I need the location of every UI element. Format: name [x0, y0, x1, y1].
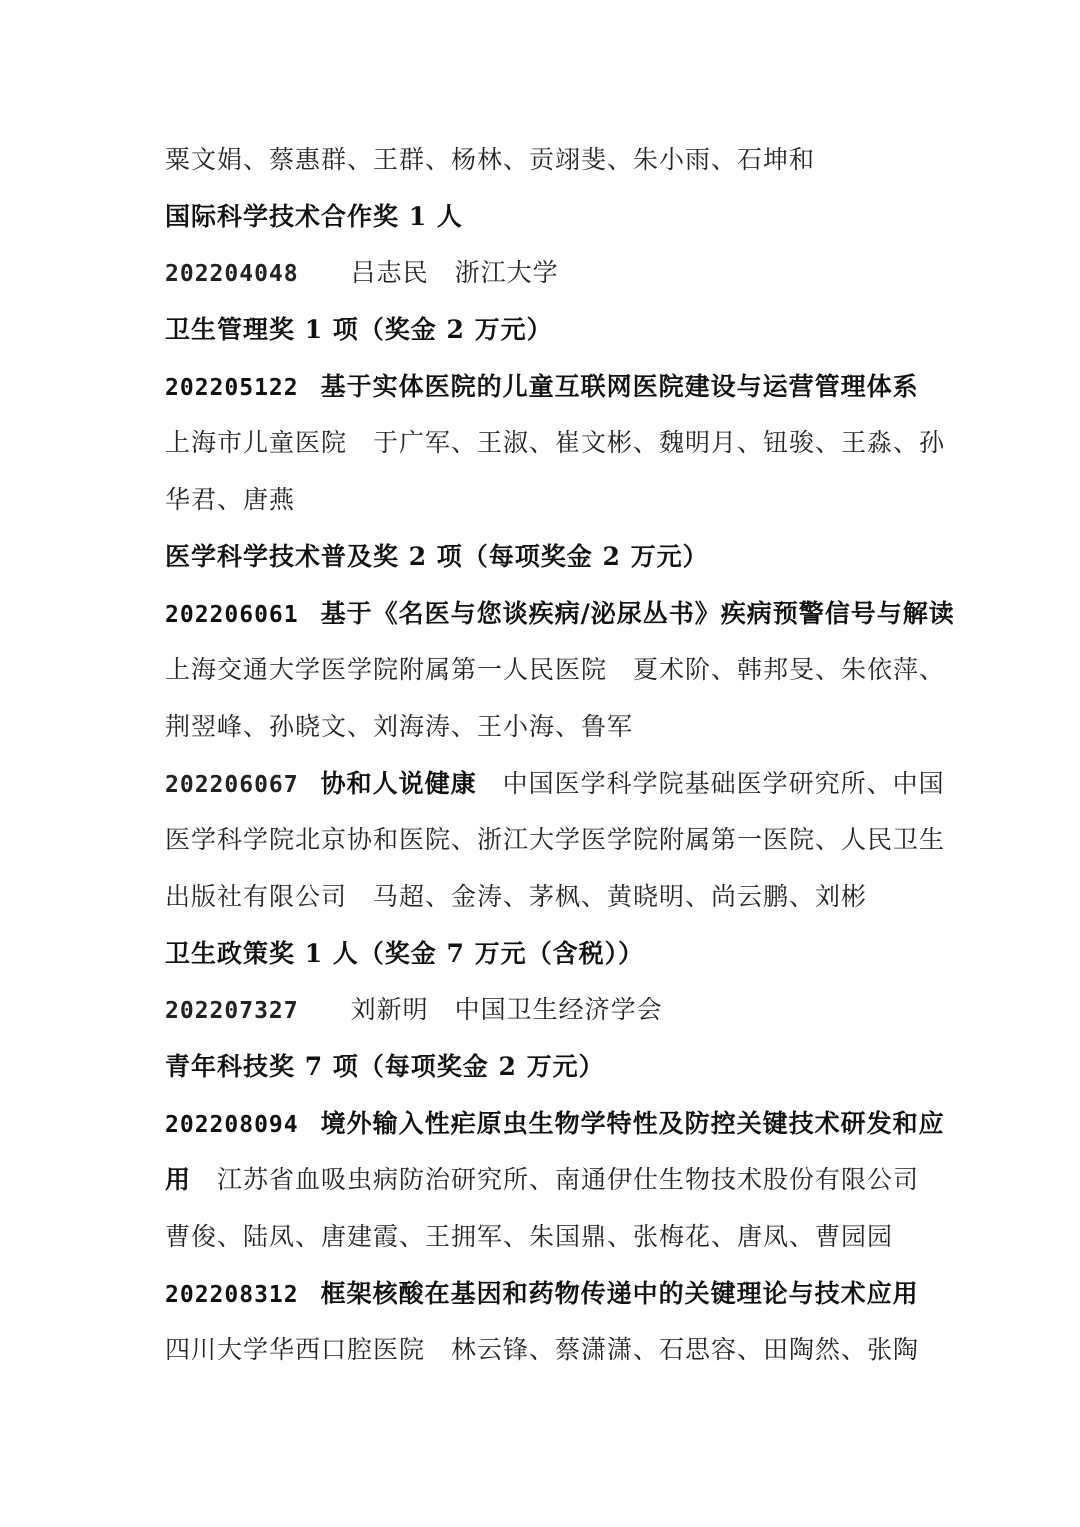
project-code: 202206061 [165, 601, 299, 628]
award-entry [165, 982, 925, 1039]
project-code: 202206067 [165, 771, 299, 798]
text-line [165, 1152, 925, 1209]
project-title: 境外输入性疟原虫生物学特性及防控关键技术研发和应 [320, 1108, 945, 1138]
section-heading [165, 189, 925, 246]
award-entry [165, 245, 925, 302]
heading-text: 国际科学技术合作奖 1 人 [165, 201, 463, 231]
text-line [165, 1322, 925, 1379]
document-page [165, 132, 955, 1379]
project-org: 中国医学科学院基础医学研究所、中国 [502, 768, 945, 798]
project-title: 基于实体医院的儿童互联网医院建设与运营管理体系 [320, 371, 919, 401]
text-line [165, 472, 925, 529]
winner-name: 刘新明 [350, 995, 429, 1025]
project-code: 202204048 [165, 261, 299, 288]
project-title: 协和人说健康 [320, 768, 477, 798]
text-line [165, 699, 925, 756]
project-members: 荆翌峰、孙晓文、刘海涛、王小海、鲁军 [165, 711, 634, 741]
project-code: 202208094 [165, 1111, 299, 1138]
winner-org: 中国卫生经济学会 [454, 995, 663, 1025]
project-org: 四川大学华西口腔医院 [165, 1335, 426, 1365]
project-org: 上海市儿童医院 [165, 428, 348, 458]
section-heading [165, 302, 925, 359]
award-entry [165, 756, 945, 813]
project-members: 华君、唐燕 [165, 485, 296, 515]
project-members: 马超、金涛、茅枫、黄晓明、尚云鹏、刘彬 [373, 881, 868, 911]
heading-text: 医学科学技术普及奖 2 项（每项奖金 2 万元） [165, 541, 709, 571]
section-heading [165, 926, 925, 983]
section-heading [165, 1039, 925, 1096]
project-members: 夏术阶、韩邦旻、朱依萍、 [633, 655, 946, 685]
heading-text: 青年科技奖 7 项（每项奖金 2 万元） [165, 1052, 605, 1081]
project-code: 202205122 [165, 374, 299, 401]
project-title: 基于《名医与您谈疾病/泌尿丛书》疾病预警信号与解读 [320, 598, 955, 628]
text-line [165, 869, 925, 926]
heading-text: 卫生管理奖 1 项（奖金 2 万元） [165, 315, 553, 345]
text-line [165, 812, 946, 869]
winner-name: 吕志民 [350, 258, 429, 288]
project-org: 医学科学院北京协和医院、浙江大学医学院附属第一医院、人民卫生 [165, 825, 946, 855]
heading-text: 卫生政策奖 1 人（奖金 7 万元（含税）） [165, 938, 645, 968]
project-org: 上海交通大学医学院附属第一人民医院 [165, 655, 608, 685]
project-members: 于广军、王淑、崔文彬、魏明月、钮骏、王淼、孙 [373, 428, 946, 458]
project-members: 曹俊、陆凤、唐建霞、王拥军、朱国鼎、张梅花、唐凤、曹园园 [165, 1222, 894, 1252]
project-code: 202207327 [165, 998, 299, 1025]
names-text: 粟文娟、蔡惠群、王群、杨林、贡翊斐、朱小雨、石坤和 [165, 145, 816, 174]
project-title: 用 [165, 1165, 192, 1195]
project-org: 出版社有限公司 [165, 881, 348, 911]
text-line [165, 1209, 925, 1266]
project-members: 林云锋、蔡潇潇、石思容、田陶然、张陶 [451, 1335, 920, 1365]
winner-org: 浙江大学 [454, 258, 559, 288]
project-title: 框架核酸在基因和药物传递中的关键理论与技术应用 [320, 1278, 919, 1308]
award-entry [165, 359, 925, 416]
project-code: 202208312 [165, 1281, 299, 1308]
text-line [165, 642, 946, 699]
award-entry [165, 1096, 945, 1153]
section-heading [165, 529, 925, 586]
text-line [165, 415, 946, 472]
award-entry [165, 586, 955, 643]
award-entry [165, 1266, 925, 1323]
text-line [165, 132, 925, 189]
project-org: 江苏省血吸虫病防治研究所、南通伊仕生物技术股份有限公司 [217, 1165, 920, 1195]
